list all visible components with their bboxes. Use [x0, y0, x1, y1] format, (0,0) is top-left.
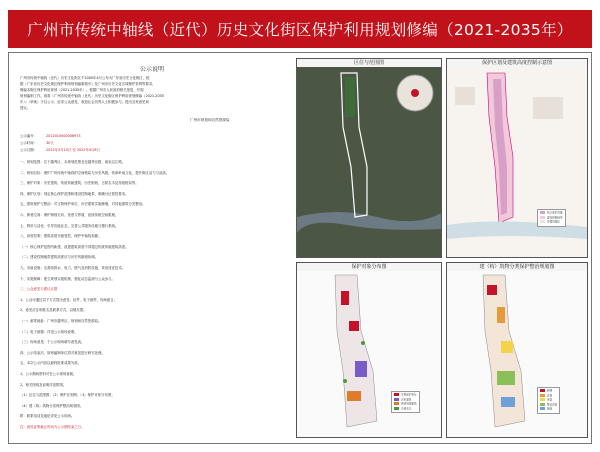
notice-body-line: 二、规划目标：保护广州传统中轴线的空间格局与历史风貌，传承岭南文化，提升街区活力与品质。 — [20, 170, 170, 175]
notice-body-line: 1、公示期间资料可在公示现场查阅。 — [20, 372, 77, 376]
notice-body-line: （二）建设控制地带建筑高度应与历史风貌相协调。 — [20, 255, 98, 260]
meta-label: 公示时间： — [20, 141, 37, 145]
legend-swatch — [394, 393, 399, 396]
restore-block — [487, 285, 497, 295]
panel-zoning-map — [446, 58, 588, 258]
traditional-building — [347, 391, 361, 401]
notice-body-line: 1、公众可通过以下方式提出意见：信件、电子邮件、现场留言。 — [20, 297, 118, 302]
renovate-block — [497, 371, 515, 385]
notice-body-line: 六、街巷空间：保护街巷走向、宽度与界面，延续传统空间肌理。 — [20, 213, 119, 217]
notice-body-line: 2、意见应注明姓名及联系方式，以便反馈。 — [20, 308, 87, 313]
meta-value: 2022年3月10日 至 2022年4月8日 — [46, 148, 100, 152]
notice-intro-line: 修编本街区保护利用规划（2021-2035年）。根据广州市人民政府相关批复，开展 — [20, 88, 144, 92]
zoning-legend — [537, 209, 566, 227]
notice-body-line: 2、相关图则及说明详见附图。 — [20, 382, 67, 387]
meta-label: 公示日期： — [20, 148, 37, 152]
block — [533, 97, 563, 119]
legend-label: 核心保护范围 — [547, 211, 563, 215]
legend-swatch — [540, 403, 545, 406]
zoning-map — [447, 67, 587, 257]
heritage-building — [341, 291, 349, 305]
legend-swatch — [394, 398, 399, 401]
legend-swatch — [394, 402, 399, 405]
notice-body-line: 九、市政设施：完善给排水、电力、燃气及消防设施，采用适宜技术。 — [20, 266, 126, 270]
notice-body-line: 五、本次公示内容以最终批准成果为准。 — [20, 361, 82, 366]
improve-block — [497, 307, 505, 323]
meta-label: 公示编号： — [20, 134, 37, 138]
legend-label: 保留 — [547, 398, 553, 402]
notice-body-line: 五、建筑保护与整治：对文物保护单位、历史建筑实施修缮，对其他建筑分类整治。 — [20, 202, 146, 207]
legend-swatch — [540, 389, 545, 392]
notice-body-line: 三、公众意见与建议反馈 — [20, 287, 58, 292]
heritage-building — [349, 321, 359, 331]
notice-heading: 公示说明 — [140, 66, 165, 73]
notice-agency: 广州市规划和自然资源局 — [190, 118, 230, 122]
panel-title: 区位与范围图 — [297, 59, 441, 68]
notice-body-line: 附：联系电话及地址详见公示现场。 — [20, 414, 75, 419]
notice-body-line: 注：意见征集截止时间为公示期结束之日。 — [20, 425, 85, 429]
panel-location-map — [296, 58, 442, 258]
ancient-tree — [343, 379, 347, 383]
panel-title: 保护对象分布图 — [297, 263, 441, 272]
notice-intro-line: 据《广东省历史文化街区保护利用规划编制指引》及广州市历史文化名城保护条例等要求， — [20, 82, 156, 86]
building-legend — [537, 387, 560, 414]
notice-body-line: 七、利用与活化：引导功能业态，完善公共服务设施与慢行系统。 — [20, 223, 119, 228]
legend-label: 文物保护单位 — [401, 393, 417, 397]
notice-body-line: （二）电子邮箱：详见公示现场说明。 — [20, 329, 78, 334]
legend-label: 古树名木 — [401, 407, 412, 410]
panel-protection-map — [296, 262, 442, 438]
legend-label: 传统风貌建筑 — [401, 402, 417, 406]
notice-intro-line: 规划编制工作。现将《广州市传统中轴线（近代）历史文化街区保护利用规划修编（2021-2035 — [20, 94, 164, 98]
notice-intro-line: 广州市传统中轴线（近代）历史文化街区于2000年4月公布为广东省历史文化街区，根 — [20, 76, 150, 80]
retain-block — [501, 341, 513, 353]
title-banner — [8, 10, 592, 48]
legend-item — [540, 220, 563, 225]
page-title: 广州市传统中轴线（近代）历史文化街区保护利用规划修编（2021-2035年） — [27, 21, 573, 39]
legend-swatch — [540, 211, 545, 214]
panel-title: 保护区划及建筑高度控制示意图 — [447, 59, 587, 68]
inset-marker — [411, 89, 419, 97]
legend-item — [540, 407, 557, 412]
legend-label: 整治改造 — [547, 403, 558, 406]
block — [455, 87, 475, 105]
meta-value: 2022010000006973 — [46, 134, 81, 138]
protection-legend — [391, 391, 420, 413]
notice-body-line: 四、保护区划：划定核心保护范围和建设控制地带，明确分区管控要求。 — [20, 191, 129, 196]
notice-body-line: 四、公示结束后，规划编制单位将对意见进行研究处理。 — [20, 350, 105, 355]
panel-title: 建（构）筑物分类保护整治规划图 — [447, 263, 587, 272]
legend-label: 建设控制地带 — [547, 216, 563, 219]
legend-item — [394, 407, 417, 412]
notice-body-line: （三）现场意见：于公示现场填写意见表。 — [20, 340, 85, 345]
notice-body-line: （1）区位与范围图；（2）保护区划图；（3）保护对象分布图； — [20, 393, 115, 398]
notice-body-line: 十、实施保障：建立规划实施机制，强化动态监测与公众参与。 — [20, 276, 115, 281]
notice-body-line: 一、规划范围：位于越秀区，本规划范围北至越秀北路，南至沿江路。 — [20, 160, 126, 164]
building-plan-map — [447, 271, 587, 437]
demolish-block — [501, 397, 515, 407]
legend-label: 修缮 — [547, 389, 553, 393]
legend-label: 改善 — [547, 394, 553, 397]
meta-value: 30天 — [46, 141, 54, 145]
ancient-tree — [361, 341, 365, 345]
legend-label: 拆除 — [547, 407, 553, 411]
historic-building — [355, 361, 367, 377]
notice-intro-line: 建议。 — [20, 106, 31, 110]
legend-label: 历史建筑 — [401, 398, 412, 401]
park-area — [345, 77, 355, 117]
notice-body-line: （4）建（构）筑物分类保护整治规划图。 — [20, 403, 84, 408]
notice-intro-line: 年）》（草案）予以公示，征求公众意见，欢迎社会各界人士积极参与，提出宝贵意见和 — [20, 100, 149, 104]
legend-swatch — [540, 394, 545, 397]
legend-swatch — [540, 398, 545, 401]
legend-swatch — [540, 216, 545, 219]
legend-swatch — [394, 407, 399, 410]
location-map — [297, 67, 441, 257]
legend-swatch — [540, 407, 545, 410]
notice-body-line: （一）核心保护范围内新建、改建建筑高度不得超过传统风貌建筑高度。 — [20, 244, 129, 249]
legend-swatch — [540, 220, 545, 223]
notice-body-line: 三、保护对象：历史建筑、传统风貌建筑、历史街巷、古树名木及传统格局等。 — [20, 181, 139, 186]
panel-building-plan — [446, 262, 588, 438]
notice-body-line: （一）邮寄地址：广州市越秀区，规划和自然资源局。 — [20, 319, 102, 323]
legend-label: 环境协调区 — [547, 220, 560, 224]
notice-body-line: 八、高度控制：建筑高度分级管控，保护中轴线视廊。 — [20, 234, 102, 239]
